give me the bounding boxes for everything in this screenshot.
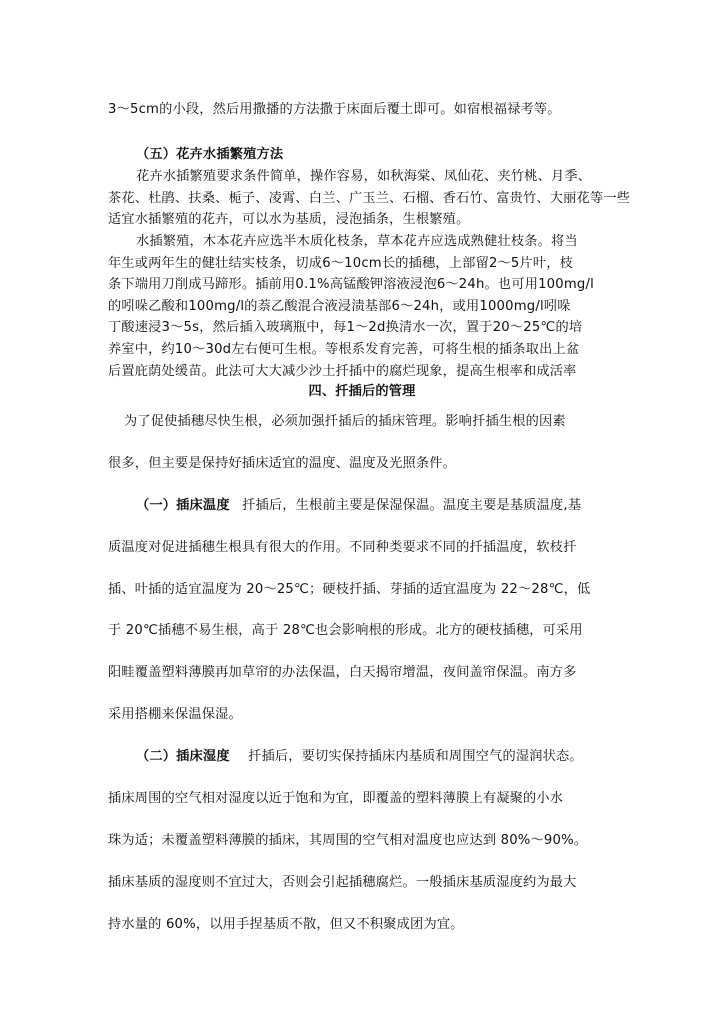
text-line: 插床基质的湿度则不宜过大，否则会引起插穗腐烂。一般插床基质湿度约为最大 (108, 875, 577, 890)
text-line: 珠为适；未覆盖塑料薄膜的插床，其周围的空气相对温度也应达到 80%～90%。 (108, 833, 588, 848)
text-line: 插床周围的空气相对湿度以近于饱和为宜，即覆盖的塑料薄膜上有凝聚的小水 (108, 791, 564, 806)
text-line: 插、叶插的适宜温度为 20～25℃；硬枝扦插、芽插的适宜温度为 22～28℃，低 (108, 582, 591, 597)
text-span: 扦插后，要切实保持插床内基质和周围空气的湿润状态。 (248, 749, 583, 764)
text-line: 水插繁殖，木本花卉应选半木质化枝条，草本花卉应选成熟健壮枝条。将当 (136, 234, 578, 249)
subsection-line (136, 497, 616, 514)
subsection-label: （一）插床温度 (136, 498, 230, 513)
text-line: 丁酸速浸3～5s，然后插入玻璃瓶中，每1～2d换清水一次，置于20～25℃的培 (108, 320, 583, 335)
text-line: 很多，但主要是保持好插床适宜的温度、温度及光照条件。 (108, 456, 457, 471)
text-line: 后置庇荫处缓苗。此法可大大减少沙土扦插中的腐烂现象，提高生根率和成活率 (108, 364, 577, 379)
text-line: 适宜水插繁殖的花卉，可以水为基质，浸泡插条，生根繁殖。 (108, 212, 470, 227)
text-line: 持水量的 60%，以用手捏基质不散，但又不积聚成团为宜。 (108, 917, 464, 932)
text-line: 3～5cm的小段，然后用撒播的方法撒于床面后覆土即可。如宿根福禄考等。 (108, 102, 561, 117)
text-line: 茶花、杜鹃、扶桑、栀子、凌霄、白兰、广玉兰、石榴、香石竹、富贵竹、大丽花等一些 (108, 191, 631, 206)
text-line: 条下端用刀削成马蹄形。插前用0.1%高锰酸钾溶液浸泡6～24h。也可用100mg/l (108, 277, 594, 292)
text-line: 年生或两年生的健壮结实枝条，切成6～10cm长的插穗，上部留2～5片叶，枝 (108, 256, 574, 271)
text-line: 为了促使插穗尽快生根，必须加强扦插后的插床管理。影响扦插生根的因素 (124, 414, 566, 429)
text-line: 采用搭棚来保温保湿。 (108, 707, 242, 722)
text-line: 养室中，约10～30d左右便可生根。等根系发育完善，可将生根的插条取出上盆 (108, 342, 580, 357)
text-line: 于 20℃插穗不易生根，高于 28℃也会影响根的形成。北方的硬枝插穗，可采用 (108, 623, 583, 638)
text-line: 花卉水插繁殖要求条件简单，操作容易，如秋海棠、凤仙花、夹竹桃、月季、 (136, 169, 592, 184)
text-line: 质温度对促进插穗生根具有很大的作用。不同种类要求不同的扦插温度，软枝扦 (108, 540, 577, 555)
section-heading: （五）花卉水插繁殖方法 (136, 147, 284, 162)
subsection-line (136, 748, 616, 765)
text-line: 的吲哚乙酸和100mg/l的萘乙酸混合液浸渍基部6～24h，或用1000mg/l吲哚 (108, 299, 571, 314)
section-heading: 四、扦插后的管理 (308, 384, 416, 399)
text-line: 阳畦覆盖塑料薄膜再加草帘的办法保温，白天揭帘增温，夜间盖帘保温。南方多 (108, 665, 577, 680)
text-span: 扦插后，生根前主要是保湿保温。温度主要是基质温度,基 (242, 498, 582, 513)
subsection-label: （二）插床湿度 (136, 749, 230, 764)
